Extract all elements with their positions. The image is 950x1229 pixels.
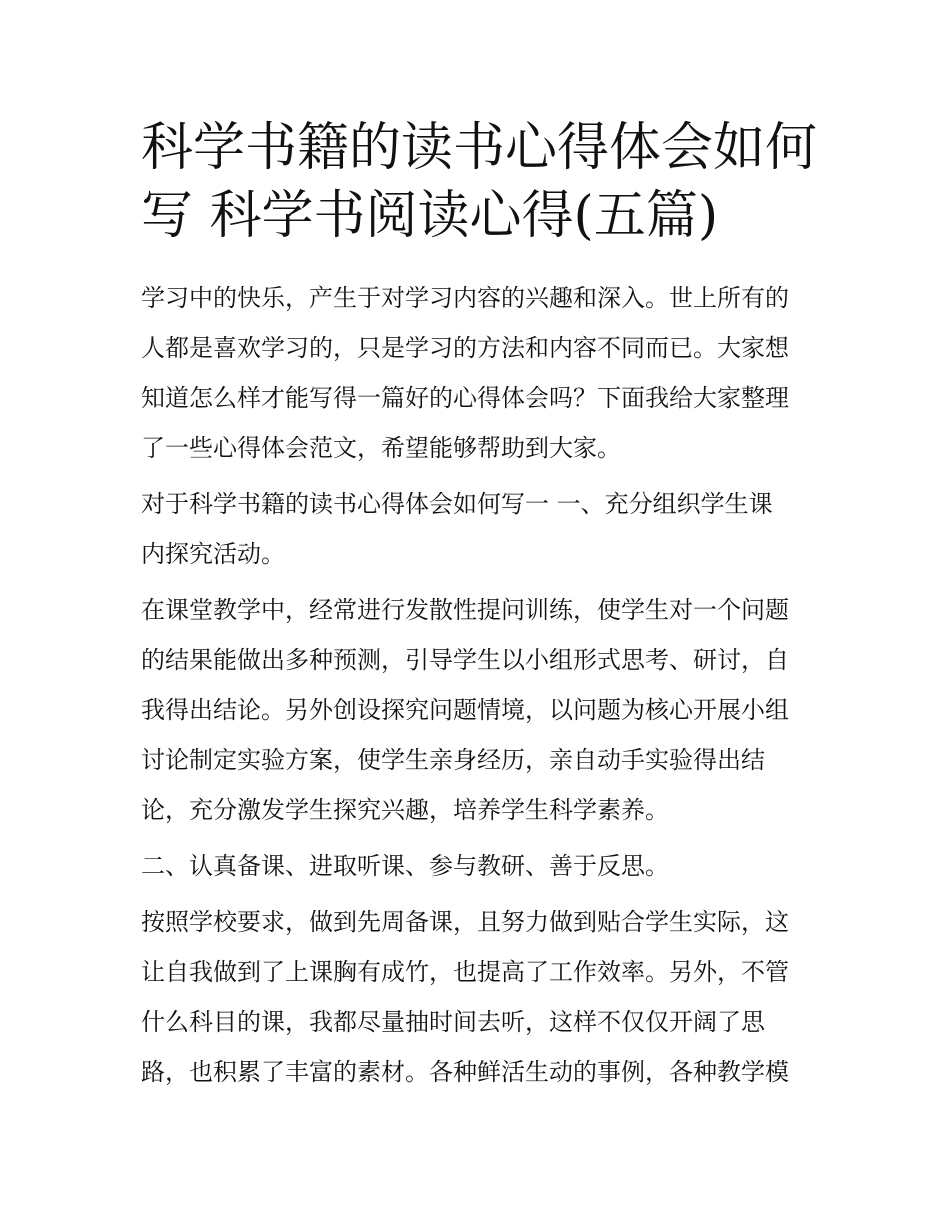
paragraph-section-1-heading xyxy=(141,479,813,579)
paragraph-line: 人都是喜欢学习的，只是学习的方法和内容不同而已。大家想 xyxy=(141,334,789,362)
paragraph-line: 讨论制定实验方案，使学生亲身经历，亲自动手实验得出结 xyxy=(141,746,765,774)
title-line-2: 写 科学书阅读心得(五篇) xyxy=(141,186,719,246)
paragraph-section-2-body xyxy=(141,897,813,1097)
paragraph-section-2-heading xyxy=(141,841,813,891)
paragraph-line: 二、认真备课、进取听课、参与教研、善于反思。 xyxy=(141,852,669,880)
paragraph-line: 我得出结论。另外创设探究问题情境，以问题为核心开展小组 xyxy=(141,696,789,724)
paragraph-line: 让自我做到了上课胸有成竹，也提高了工作效率。另外，不管 xyxy=(141,958,789,986)
paragraph-line: 学习中的快乐，产生于对学习内容的兴趣和深入。世上所有的 xyxy=(141,284,789,312)
document-body xyxy=(141,273,813,1097)
paragraph-line: 按照学校要求，做到先周备课，且努力做到贴合学生实际，这 xyxy=(141,908,789,936)
document-title xyxy=(141,114,818,250)
paragraph-line: 论，充分激发学生探究兴趣，培养学生科学素养。 xyxy=(141,796,669,824)
paragraph-line: 内探究活动。 xyxy=(141,540,285,568)
paragraph-line: 了一些心得体会范文，希望能够帮助到大家。 xyxy=(141,434,621,462)
title-line-1: 科学书籍的读书心得体会如何 xyxy=(141,118,818,178)
paragraph-intro xyxy=(141,273,813,473)
paragraph-line: 的结果能做出多种预测，引导学生以小组形式思考、研讨，自 xyxy=(141,646,789,674)
paragraph-line: 知道怎么样才能写得一篇好的心得体会吗？下面我给大家整理 xyxy=(141,384,789,412)
paragraph-line: 对于科学书籍的读书心得体会如何写一 一、充分组织学生课 xyxy=(141,490,773,518)
document-content xyxy=(141,114,818,1103)
paragraph-section-1-body xyxy=(141,585,813,835)
paragraph-line: 什么科目的课，我都尽量抽时间去听，这样不仅仅开阔了思 xyxy=(141,1008,765,1036)
paragraph-line: 在课堂教学中，经常进行发散性提问训练，使学生对一个问题 xyxy=(141,596,789,624)
paragraph-line: 路，也积累了丰富的素材。各种鲜活生动的事例，各种教学模 xyxy=(141,1058,789,1086)
